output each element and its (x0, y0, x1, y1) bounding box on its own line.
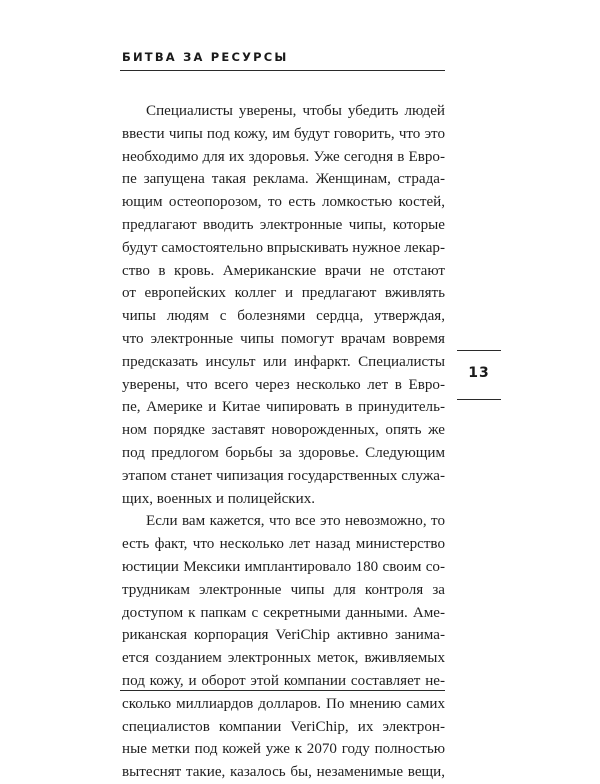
text-line: ном порядке заставят новорожденных, опять же (122, 422, 445, 439)
text-line: чипы людям с болезнями сердца, утверждая, (122, 308, 445, 325)
text-line: специалистов компании VeriChip, их электрон- (122, 718, 445, 735)
text-line: Специалисты уверены, чтобы убедить людей (146, 103, 445, 119)
text-line: есть факт, что несколько лет назад министерство (122, 536, 445, 553)
text-line: риканская корпорация VeriChip активно занима- (122, 627, 445, 644)
text-line: трудникам электронные чипы для контроля за (122, 581, 445, 598)
text-line: ные метки под кожей уже к 2070 году полностью (122, 741, 445, 758)
text-line: предлагают вводить электронные чипы, которые (122, 216, 445, 233)
text-line: пе, Америке и Китае чипировать в принудитель- (122, 399, 445, 416)
text-line: щих, военных и полицейских. (122, 490, 316, 507)
text-line: этапом станет чипизация государственных служа- (122, 467, 445, 484)
text-line: от европейских коллег и предлагают вживлять (122, 285, 445, 302)
footer-rule (120, 690, 445, 691)
text-line: ющим остеопорозом, то есть ломкостью костей, (122, 194, 445, 211)
text-line: под кожу, и оборот этой компании составляет не- (122, 672, 445, 689)
text-line: под предлогом борьбы за здоровье. Следующим (122, 444, 445, 461)
running-head-title: БИТВА ЗА РЕСУРСЫ (122, 50, 289, 64)
text-line: уверены, что всего через несколько лет в Евро- (122, 376, 445, 393)
text-line: юстиции Мексики имплантировало 180 своим со- (122, 558, 445, 575)
text-line: пе запущена такая реклама. Женщинам, страда- (122, 171, 445, 188)
text-line: Если вам кажется, что все это невозможно, то (146, 513, 445, 530)
body-text (122, 100, 445, 784)
header-rule (120, 70, 445, 71)
text-line: вытеснят такие, казалось бы, незаменимые вещи, (122, 764, 445, 781)
text-line: ство в кровь. Американские врачи не отстают (122, 262, 445, 279)
text-line: предсказать инсульт или инфаркт. Специалисты (122, 353, 445, 370)
page-number: 13 (468, 365, 490, 381)
page-number-tab (457, 350, 501, 400)
text-line: ввести чипы под кожу, им будут говорить, что это (122, 125, 445, 142)
text-line: необходимо для их здоровья. Уже сегодня в Евро- (122, 148, 445, 165)
text-line: доступом к папкам с секретными данными. Аме- (122, 604, 445, 621)
text-line: что электронные чипы помогут врачам вовремя (122, 330, 445, 347)
text-line: ется созданием электронных меток, вживляемых (122, 650, 445, 667)
text-line: сколько миллиардов долларов. По мнению самих (122, 695, 445, 712)
text-line: будут самостоятельно впрыскивать нужное лекар- (122, 239, 445, 256)
